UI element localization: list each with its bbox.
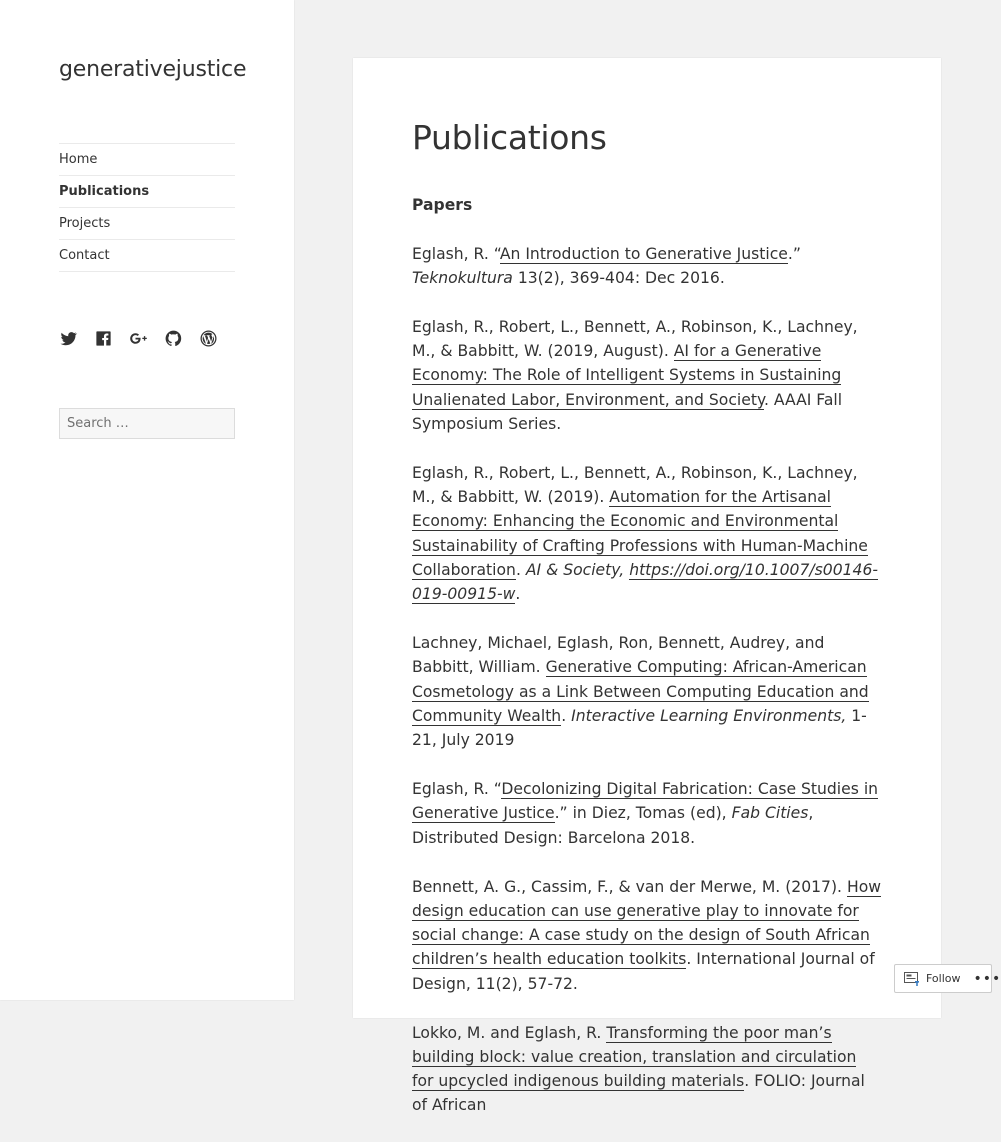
- nav-item-contact[interactable]: Contact: [59, 240, 235, 272]
- section-heading: Papers: [412, 196, 473, 214]
- pub-text: .”: [787, 244, 801, 263]
- pub-link[interactable]: Transforming the poor man’s building block: value creation, translation and circulation for upcycled indigenous building materials: [412, 1023, 857, 1091]
- list-item: [412, 777, 882, 850]
- google-plus-icon[interactable]: [129, 329, 148, 348]
- pub-authors: Lachney, Michael, Eglash, Ron, Bennett, Audrey, and Babbitt, William.: [412, 634, 825, 677]
- pub-authors: Eglash, R. “: [412, 780, 502, 799]
- nav-item-home[interactable]: Home: [59, 144, 235, 176]
- pub-text: .: [561, 707, 572, 726]
- pub-journal: Interactive Learning Environments,: [571, 707, 847, 726]
- pub-authors: Eglash, R. “: [412, 244, 500, 263]
- pub-text: 13(2), 369-404: Dec 2016.: [512, 269, 725, 288]
- pub-link[interactable]: Automation for the Artisanal Economy: Enhancing the Economic and Environmental Sustainability of Crafting Professions with Human-Machine Collaboration: [412, 488, 868, 580]
- list-item: [412, 1021, 882, 1118]
- list-item: [412, 315, 882, 436]
- pub-text: 1-21, July 2019: [412, 707, 867, 750]
- pub-authors: Lokko, M. and Eglash, R.: [412, 1023, 607, 1042]
- nav-item-publications[interactable]: Publications: [59, 176, 235, 208]
- search-input[interactable]: [59, 408, 235, 439]
- facebook-icon[interactable]: [94, 329, 113, 348]
- pub-link[interactable]: Decolonizing Digital Fabrication: Case Studies in Generative Justice: [412, 780, 879, 823]
- social-links: [59, 329, 218, 348]
- entry-content: [412, 193, 882, 1142]
- page-title: Publications: [412, 118, 607, 157]
- pub-link[interactable]: An Introduction to Generative Justice: [499, 244, 788, 263]
- follow-label: Follow: [926, 972, 961, 985]
- pub-authors: Bennett, A. G., Cassim, F., & van der Merwe, M. (2017).: [412, 877, 847, 896]
- nav-item-projects[interactable]: Projects: [59, 208, 235, 240]
- list-item: [412, 461, 882, 607]
- follow-icon: [904, 972, 920, 986]
- main-nav: [59, 143, 235, 272]
- pub-text: . AAAI Fall Symposium Series.: [412, 390, 843, 434]
- pub-text: .” in Diez, Tomas (ed),: [554, 804, 732, 823]
- pub-link[interactable]: Generative Computing: African-American Cosmetology as a Link Between Computing Education and Community Wealth: [412, 658, 869, 726]
- pub-text: .: [515, 585, 521, 604]
- site-title[interactable]: generativejustice: [59, 57, 247, 82]
- follow-button[interactable]: [894, 964, 1001, 993]
- pub-authors: Eglash, R., Robert, L., Bennett, A., Robinson, K., Lachney, M., & Babbitt, W. (2019, August).: [412, 317, 858, 361]
- pub-text: .: [515, 561, 526, 580]
- pub-text: . International Journal of Design, 11(2), 57-72.: [412, 950, 875, 993]
- list-item: [412, 631, 882, 752]
- twitter-icon[interactable]: [59, 329, 78, 348]
- pub-journal: Teknokultura: [412, 269, 513, 288]
- github-icon[interactable]: [164, 329, 183, 348]
- pub-text: . FOLIO: Journal of African: [412, 1072, 865, 1115]
- pub-authors: Eglash, R., Robert, L., Bennett, A., Robinson, K., Lachney, M., & Babbitt, W. (2019).: [412, 463, 858, 507]
- more-options-icon[interactable]: •••: [973, 970, 1001, 987]
- list-item: [412, 875, 882, 996]
- doi-link[interactable]: https://doi.org/10.1007/s00146-019-00915-w: [412, 561, 879, 604]
- list-item: [412, 242, 882, 291]
- wordpress-icon[interactable]: [199, 329, 218, 348]
- pub-text: , Distributed Design: Barcelona 2018.: [412, 804, 814, 847]
- sidebar: [0, 0, 294, 1000]
- pub-journal: Fab Cities: [731, 804, 809, 823]
- pub-link[interactable]: How design education can use generative play to innovate for social change: A case study on the design of South African children’s health education toolkits: [412, 877, 882, 969]
- main-content: [353, 58, 941, 1115]
- pub-link[interactable]: AI for a Generative Economy: The Role of Intelligent Systems in Sustaining Unalienated Labor, Environment, and Society: [412, 342, 842, 409]
- pub-journal: AI & Society,: [525, 561, 630, 580]
